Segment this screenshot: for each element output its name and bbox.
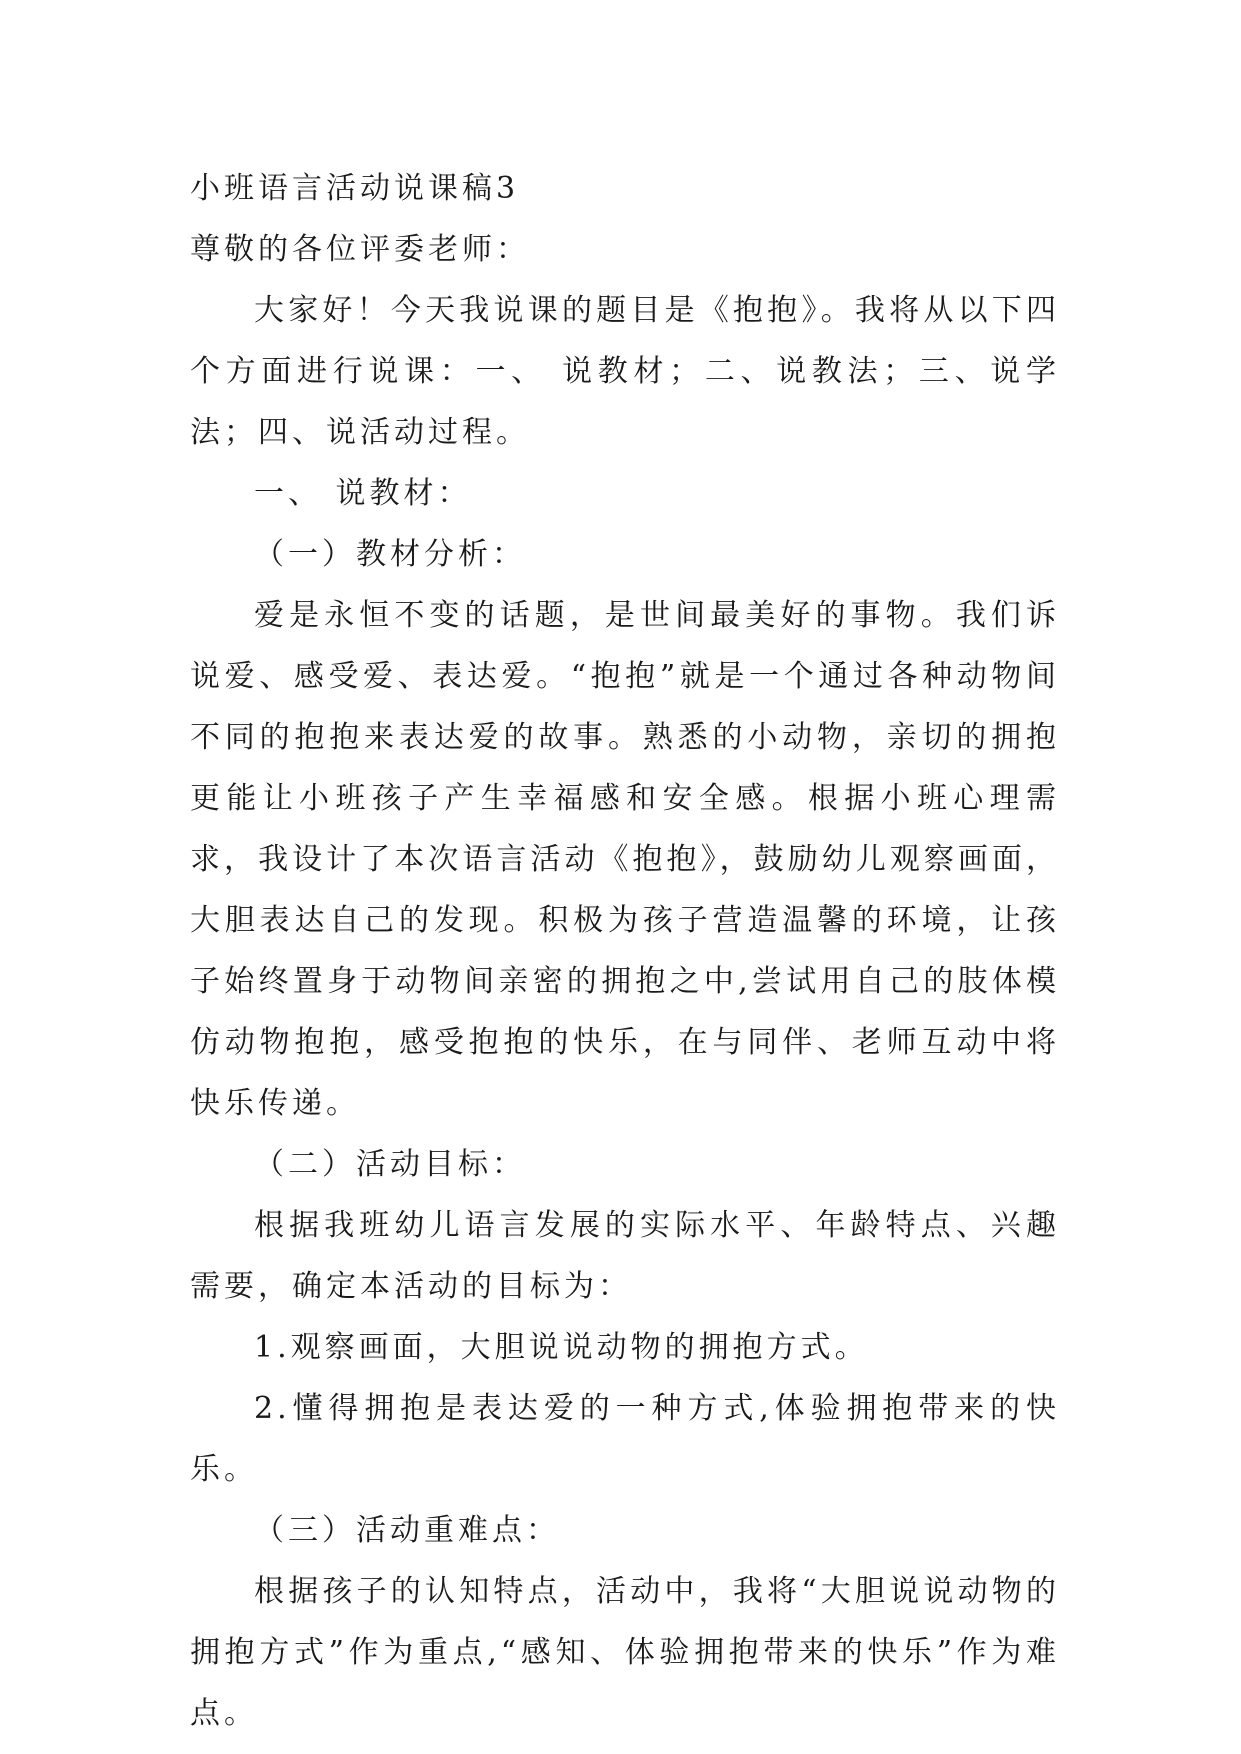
goal-item-2: 2.懂得拥抱是表达爱的一种方式,体验拥抱带来的快乐。 [190,1391,1060,1487]
paragraph-intro: 大家好！今天我说课的题目是《抱抱》。我将从以下四个方面进行说课：一、 说教材；二、说教法；三、说学法；四、说活动过程。 [190,293,1060,450]
subheading-key-points: （三）活动重难点： [254,1513,560,1548]
paragraph-goals-intro: 根据我班幼儿语言发展的实际水平、年龄特点、兴趣需要，确定本活动的目标为： [190,1208,1060,1304]
salutation: 尊敬的各位评委老师： [190,232,530,267]
subheading-textbook-analysis: （一）教材分析： [254,537,526,572]
document-title: 小班语言活动说课稿3 [190,171,520,206]
goal-item-1: 1.观察画面，大胆说说动物的拥抱方式。 [254,1330,869,1365]
subheading-activity-goals: （二）活动目标： [254,1147,526,1182]
paragraph-textbook-analysis: 爱是永恒不变的话题，是世间最美好的事物。我们诉说爱、感受爱、表达爱。“抱抱”就是一个通过各种动物间不同的抱抱来表达爱的故事。熟悉的小动物，亲切的拥抱更能让小班孩子产生幸福感和安全感。根据小班心理需求，我设计了本次语言活动《抱抱》，鼓励幼儿观察画面，大胆表达自己的发现。积极为孩子营造温馨的环境，让孩子始终置身于动物间亲密的拥抱之中,尝试用自己的肢体模仿动物抱抱，感受抱抱的快乐，在与同伴、老师互动中将快乐传递。 [190,598,1060,1121]
section-heading-textbook: 一、 说教材： [254,476,472,511]
paragraph-key-points: 根据孩子的认知特点，活动中，我将“大胆说说动物的拥抱方式”作为重点,“感知、体验拥抱带来的快乐”作为难点。 [190,1574,1060,1731]
document-body [190,158,1060,1744]
